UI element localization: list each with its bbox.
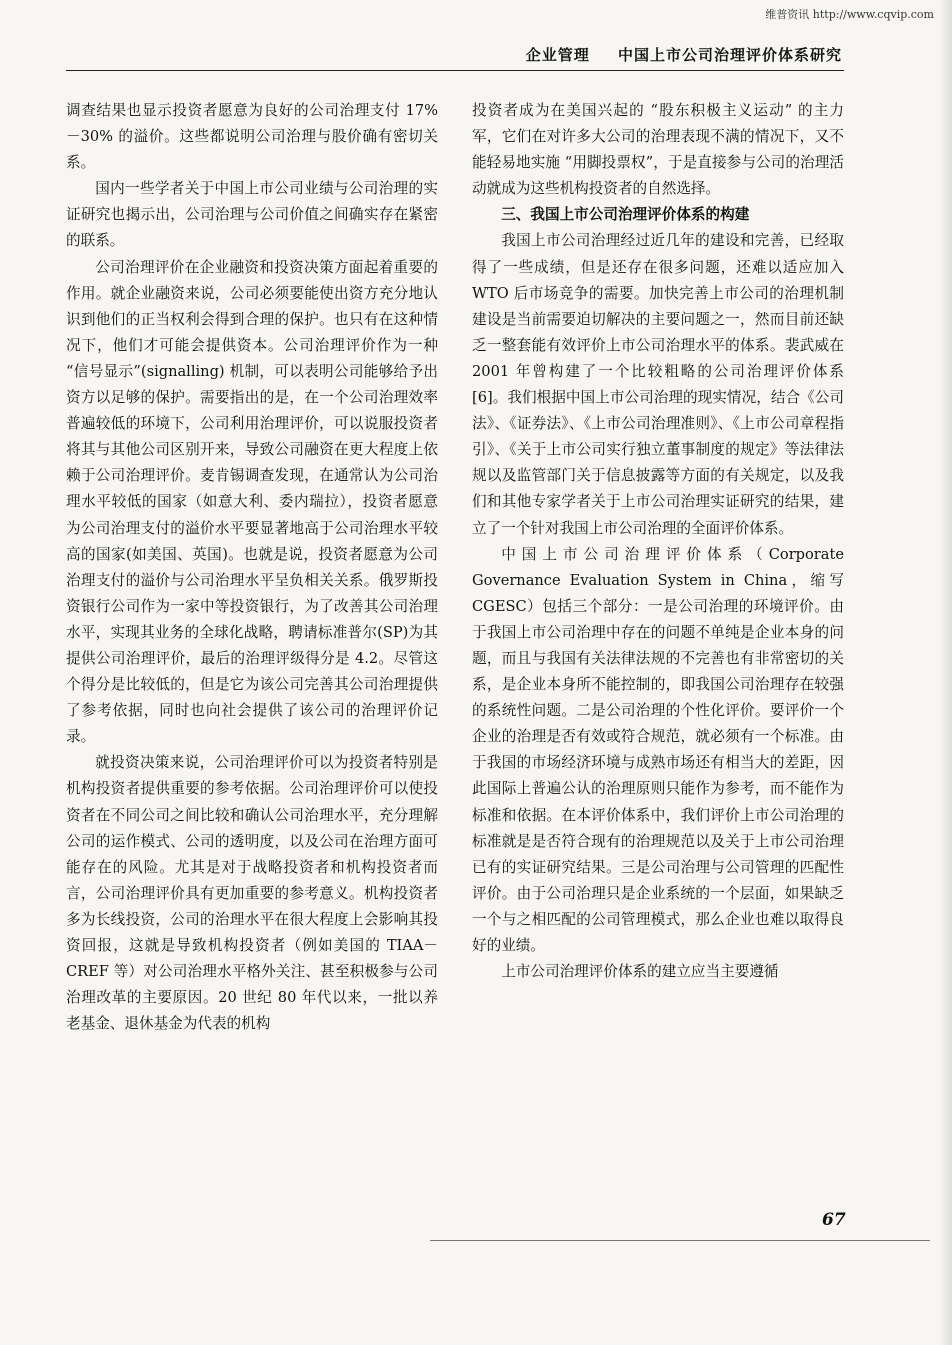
paragraph: 公司治理评价在企业融资和投资决策方面起着重要的作用。就企业融资来说，公司必须要能使出资方充分地认识到他们的正当权利会得到合理的保护。也只有在这种情况下，他们才可能会提供资本。公司治理评价作为一种 “信号显示”(signalling) 机制，可以表明公司能够给予出资方以足够的保护。需要指出的是，在一个公司治理效率普遍较低的环境下，公司利用治理评价，可以说服投资者将其与其他公司区别开来，导致公司融资在更大程度上依赖于公司治理评价。麦肯锡调查发现，在通常认为公司治理水平较低的国家（如意大利、委内瑞拉），投资者愿意为公司治理支付的溢价水平要显著地高于公司治理水平较高的国家(如美国、英国)。也就是说，投资者愿意为公司治理支付的溢价与公司治理水平呈负相关关系。俄罗斯投资银行公司作为一家中等投资银行，为了改善其公司治理水平，实现其业务的全球化战略，聘请标准普尔(SP)为其提供公司治理评价，最后的治理评级得分是 4.2。尽管这个得分是比较低的，但是它为该公司完善其公司治理提供了参考依据，同时也向社会提供了该公司的治理评价记录。	[66, 258, 438, 746]
watermark: 维普资讯 http://www.cqvip.com	[765, 8, 934, 21]
paragraph: 国内一些学者关于中国上市公司业绩与公司治理的实证研究也揭示出，公司治理与公司价值之间确实存在紧密的联系。	[66, 180, 438, 250]
right-column	[472, 98, 844, 985]
paragraph: 投资者成为在美国兴起的 “股东积极主义运动” 的主力军，它们在对许多大公司的治理表现不满的情况下，又不能轻易地实施 “用脚投票权”，于是直接参与公司的治理活动就成为这些机构投资者的自然选择。	[472, 102, 844, 198]
scan-edge	[940, 0, 952, 1345]
paragraph: 上市公司治理评价体系的建立应当主要遵循	[501, 963, 779, 981]
paragraph: 我国上市公司治理经过近几年的建设和完善，已经取得了一些成绩，但是还存在很多问题，还难以适应加入 WTO 后市场竞争的需要。加快完善上市公司的治理机制建设是当前需要迫切解决的主要问题之一，然而目前还缺乏一整套能有效评价上市公司治理水平的体系。裴武威在 2001 年曾构建了一个比较粗略的公司治理评价体系 [6]。我们根据中国上市公司治理的现实情况，结合《公司法》、《证券法》、《上市公司治理准则》、《上市公司章程指引》、《关于上市公司实行独立董事制度的规定》等法律法规以及监管部门关于信息披露等方面的有关规定，以及我们和其他专家学者关于上市公司治理实证研究的结果，建立了一个针对我国上市公司治理的全面评价体系。	[472, 232, 844, 537]
running-head	[526, 44, 842, 65]
section-name: 企业管理	[525, 46, 590, 64]
article-title: 中国上市公司治理评价体系研究	[617, 46, 842, 64]
section-heading: 三、我国上市公司治理评价体系的构建	[501, 206, 750, 224]
left-column	[66, 98, 438, 1037]
paragraph: 调查结果也显示投资者愿意为良好的公司治理支付 17% －30% 的溢价。这些都说明公司治理与股价确有密切关系。	[66, 102, 438, 172]
header-rule	[66, 70, 844, 71]
paragraph: 中国上市公司治理评价体系（Corporate Governance Evaluation System in China，缩写 CGESC）包括三个部分：一是公司治理的环境评价。由于我国上市公司治理中存在的问题不单纯是企业本身的问题，而且与我国有关法律法规的不完善也有非常密切的关系，是企业本身所不能控制的，即我国公司治理存在较强的系统性问题。二是公司治理的个性化评价。要评价一个企业的治理是否有效或符合规范，就必须有一个标准。由于我国的市场经济环境与成熟市场还有相当大的差距，因此国际上普遍公认的治理原则只能作为参考，而不能作为标准和依据。在本评价体系中，我们评价上市公司治理的标准就是是否符合现有的治理规范以及关于上市公司治理已有的实证研究结果。三是公司治理与公司管理的匹配性评价。由于公司治理只是企业系统的一个层面，如果缺乏一个与之相匹配的公司管理模式，那么企业也难以取得良好的业绩。	[472, 545, 844, 954]
paragraph: 就投资决策来说，公司治理评价可以为投资者特别是机构投资者提供重要的参考依据。公司治理评价可以使投资者在不同公司之间比较和确认公司治理水平，充分理解公司的运作模式、公司的透明度，以及公司在治理方面可能存在的风险。尤其是对于战略投资者和机构投资者而言，公司治理评价具有更加重要的参考意义。机构投资者多为长线投资，公司的治理水平在很大程度上会影响其投资回报，这就是导致机构投资者（例如美国的 TIAA－CREF 等）对公司治理水平格外关注、甚至积极参与公司治理改革的主要原因。20 世纪 80 年代以来，一批以养老基金、退休基金为代表的机构	[66, 754, 438, 1033]
footer-rule	[430, 1240, 930, 1241]
page-number: 67	[822, 1210, 846, 1230]
